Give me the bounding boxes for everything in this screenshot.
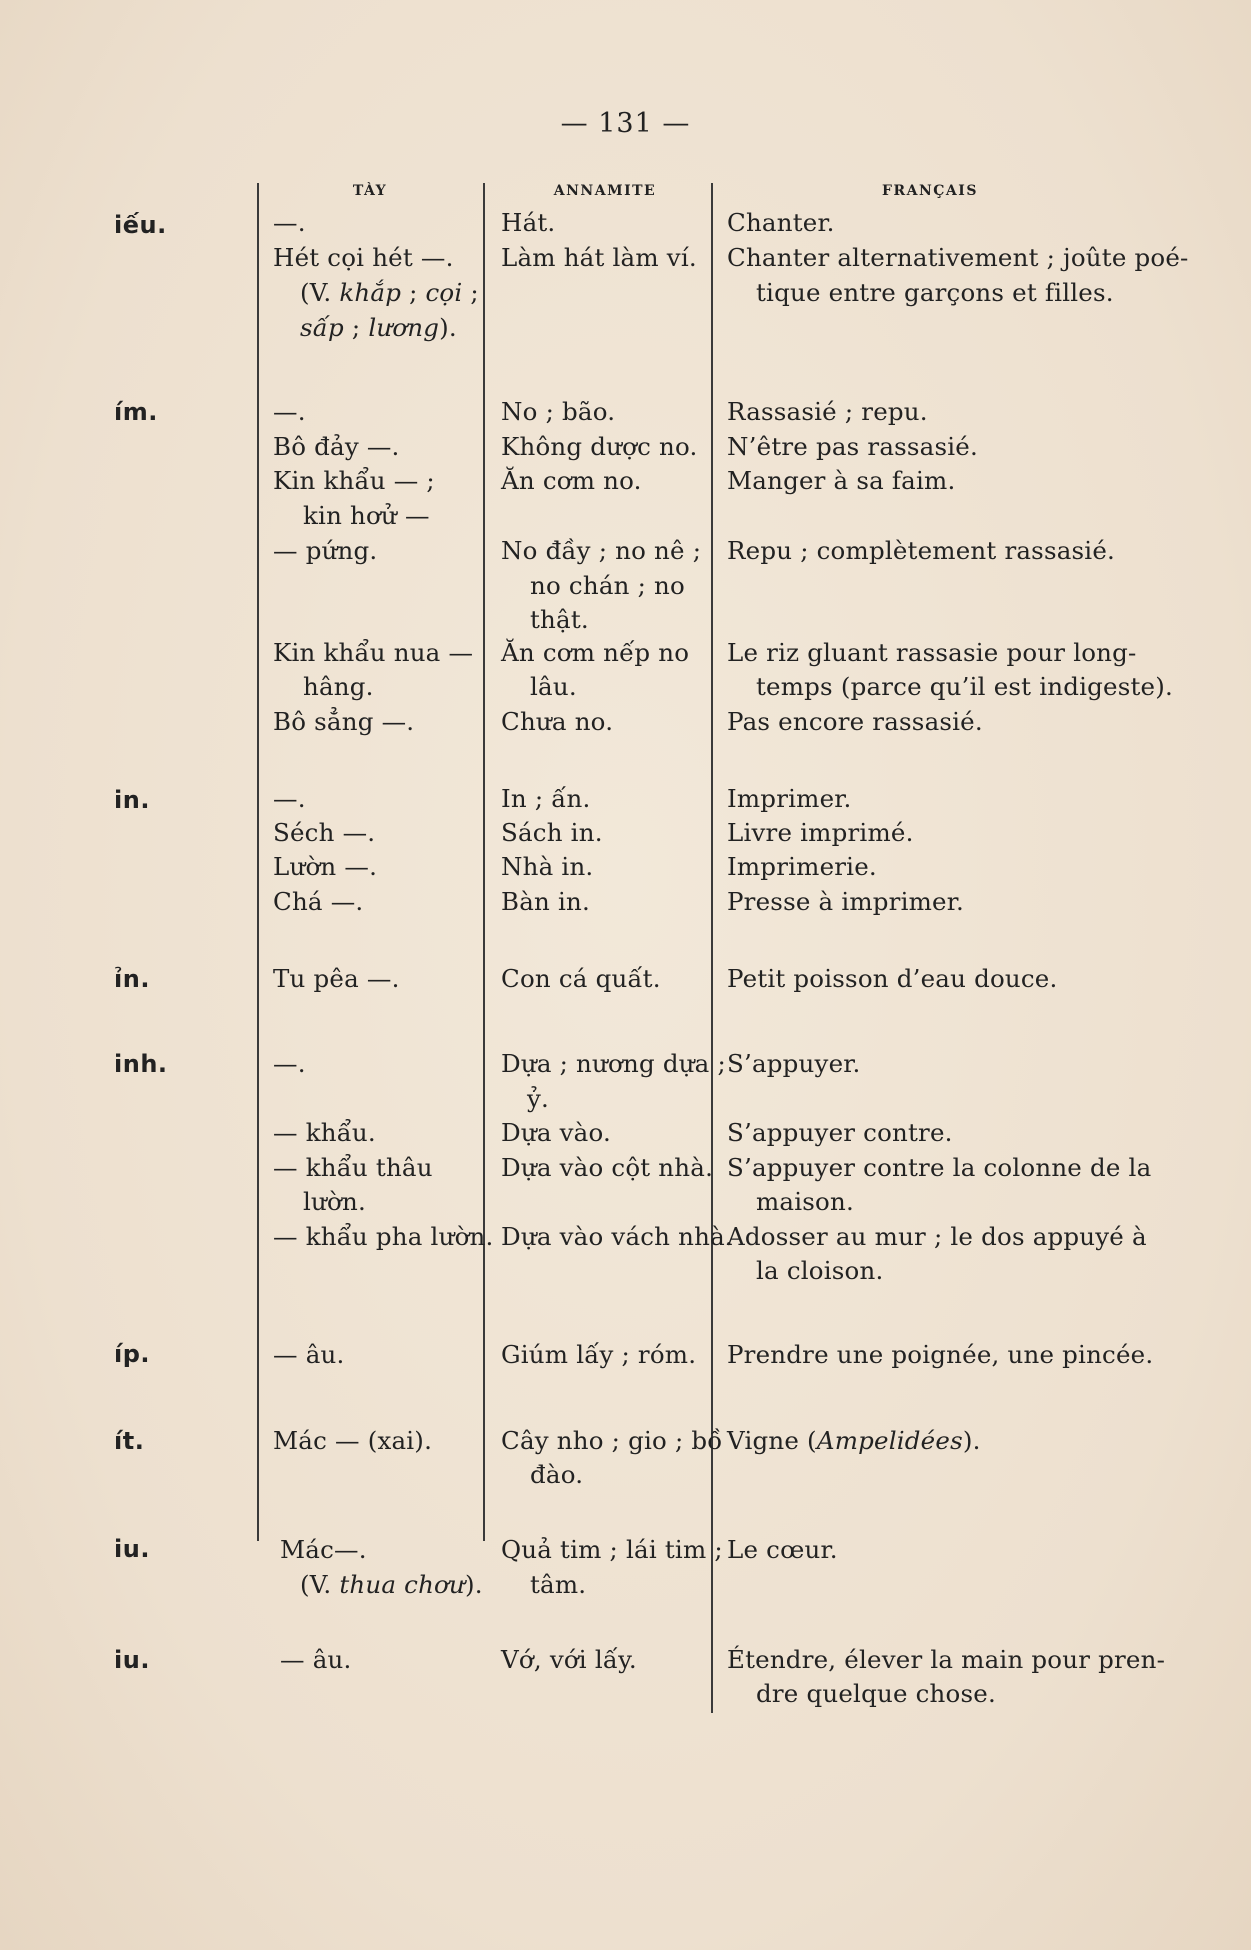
tay-text: —. bbox=[273, 208, 306, 237]
french-text: Repu ; complètement rassasié. bbox=[727, 536, 1116, 565]
french-text: temps (parce qu’il est indigeste). bbox=[756, 672, 1173, 701]
annamite-text: In ; ấn. bbox=[501, 784, 591, 813]
tay-text: Tu pêa —. bbox=[273, 964, 400, 993]
headword: ít. bbox=[114, 1427, 145, 1455]
annamite-text: thật. bbox=[530, 605, 589, 634]
tay-text: —. bbox=[273, 784, 306, 813]
headword: ím. bbox=[114, 398, 158, 426]
annamite-text: Dựa vào vách nhà. bbox=[501, 1222, 733, 1251]
french-text: la cloison. bbox=[756, 1256, 884, 1285]
annamite-text: No ; bão. bbox=[501, 397, 616, 426]
french-text: Presse à imprimer. bbox=[727, 887, 964, 916]
column-header-tay: TÀY bbox=[352, 183, 388, 199]
headword: ỉn. bbox=[114, 965, 150, 993]
tay-note: sấp ; lương). bbox=[300, 313, 457, 342]
tay-text: kin hơử — bbox=[303, 501, 430, 530]
french-text: Étendre, élever la main pour pren- bbox=[727, 1645, 1166, 1674]
french-text: Le cœur. bbox=[727, 1535, 838, 1564]
tay-text: Lườn —. bbox=[273, 852, 378, 881]
annamite-text: No đầy ; no nê ; bbox=[501, 536, 702, 565]
page-number: — 131 — bbox=[560, 108, 691, 139]
annamite-text: Không dược no. bbox=[501, 432, 698, 461]
french-text: Le riz gluant rassasie pour long- bbox=[727, 638, 1137, 667]
tay-text: — khẩu. bbox=[273, 1118, 376, 1147]
french-text: Rassasié ; repu. bbox=[727, 397, 928, 426]
headword: íp. bbox=[114, 1340, 151, 1368]
french-text: S’appuyer contre. bbox=[727, 1118, 953, 1147]
annamite-text: Dựa vào. bbox=[501, 1118, 611, 1147]
annamite-text: Ăn cơm nếp no bbox=[501, 638, 690, 667]
headword: iu. bbox=[114, 1535, 150, 1563]
tay-text: —. bbox=[273, 397, 306, 426]
tay-text: — khẩu pha lườn. bbox=[273, 1222, 494, 1251]
annamite-text: no chán ; no bbox=[530, 571, 685, 600]
annamite-text: Dựa ; nương dựa ; bbox=[501, 1049, 726, 1078]
annamite-text: Làm hát làm ví. bbox=[501, 243, 697, 272]
annamite-text: Hát. bbox=[501, 208, 556, 237]
annamite-text: Con cá quất. bbox=[501, 964, 661, 993]
french-text: dre quelque chose. bbox=[756, 1679, 996, 1708]
column-divider-middle bbox=[483, 183, 485, 1541]
annamite-text: Dựa vào cột nhà. bbox=[501, 1153, 714, 1182]
column-header-annamite: ANNAMITE bbox=[553, 183, 657, 199]
tay-text: Kin khẩu nua — bbox=[273, 638, 474, 667]
french-text: Imprimer. bbox=[727, 784, 852, 813]
tay-text: Séch —. bbox=[273, 818, 376, 847]
annamite-text: Chưa no. bbox=[501, 707, 614, 736]
french-text: Prendre une poignée, une pincée. bbox=[727, 1340, 1154, 1369]
tay-text: — âu. bbox=[280, 1645, 352, 1674]
headword: iu. bbox=[114, 1646, 150, 1674]
french-text: tique entre garçons et filles. bbox=[756, 278, 1114, 307]
annamite-text: Sách in. bbox=[501, 818, 603, 847]
headword: in. bbox=[114, 786, 150, 814]
annamite-text: Cây nho ; gio ; bồ bbox=[501, 1426, 723, 1455]
french-text: Chanter. bbox=[727, 208, 835, 237]
tay-text: Kin khẩu — ; bbox=[273, 466, 435, 495]
tay-text: — khẩu thâu bbox=[273, 1153, 433, 1182]
tay-text: — âu. bbox=[273, 1340, 345, 1369]
annamite-text: tâm. bbox=[530, 1570, 587, 1599]
french-text: maison. bbox=[756, 1187, 854, 1216]
tay-note: (V. khắp ; cọi ; bbox=[300, 278, 479, 307]
annamite-text: Nhà in. bbox=[501, 852, 594, 881]
column-divider-right bbox=[711, 183, 713, 1713]
tay-text: lườn. bbox=[303, 1187, 366, 1216]
headword: inh. bbox=[114, 1050, 168, 1078]
annamite-text: Giúm lấy ; róm. bbox=[501, 1340, 697, 1369]
french-text: Chanter alternativement ; joûte poé- bbox=[727, 243, 1189, 272]
tay-text: Chá —. bbox=[273, 887, 364, 916]
french-text: N’être pas rassasié. bbox=[727, 432, 978, 461]
tay-note: (V. thua chơư). bbox=[300, 1570, 483, 1599]
french-text: Adosser au mur ; le dos appuyé à bbox=[727, 1222, 1147, 1251]
annamite-text: đào. bbox=[530, 1460, 584, 1489]
french-text: Petit poisson d’eau douce. bbox=[727, 964, 1058, 993]
french-text: Imprimerie. bbox=[727, 852, 877, 881]
annamite-text: Vớ, với lấy. bbox=[501, 1645, 637, 1674]
tay-text: Bô đảy —. bbox=[273, 432, 400, 461]
french-text: Vigne (Ampelidées). bbox=[727, 1426, 981, 1455]
annamite-text: Bàn in. bbox=[501, 887, 590, 916]
annamite-text: lâu. bbox=[530, 672, 577, 701]
column-divider-left bbox=[257, 183, 259, 1541]
tay-text: Mác — (xai). bbox=[273, 1426, 433, 1455]
headword: iếu. bbox=[114, 211, 167, 239]
annamite-text: ỷ. bbox=[527, 1084, 550, 1113]
tay-text: Hét cọi hét —. bbox=[273, 243, 454, 272]
french-text: S’appuyer contre la colonne de la bbox=[727, 1153, 1152, 1182]
annamite-text: Ăn cơm no. bbox=[501, 466, 642, 495]
tay-text: Bô sẳng —. bbox=[273, 707, 415, 736]
french-text: Manger à sa faim. bbox=[727, 466, 956, 495]
tay-text: hâng. bbox=[303, 672, 374, 701]
tay-text: —. bbox=[273, 1049, 306, 1078]
annamite-text: Quả tim ; lái tim ; bbox=[501, 1535, 723, 1564]
french-text: Livre imprimé. bbox=[727, 818, 914, 847]
column-header-francais: FRANÇAIS bbox=[882, 183, 978, 199]
french-text: Pas encore rassasié. bbox=[727, 707, 983, 736]
french-text: S’appuyer. bbox=[727, 1049, 861, 1078]
tay-text: Mác—. bbox=[280, 1535, 367, 1564]
tay-text: — pứng. bbox=[273, 536, 378, 565]
